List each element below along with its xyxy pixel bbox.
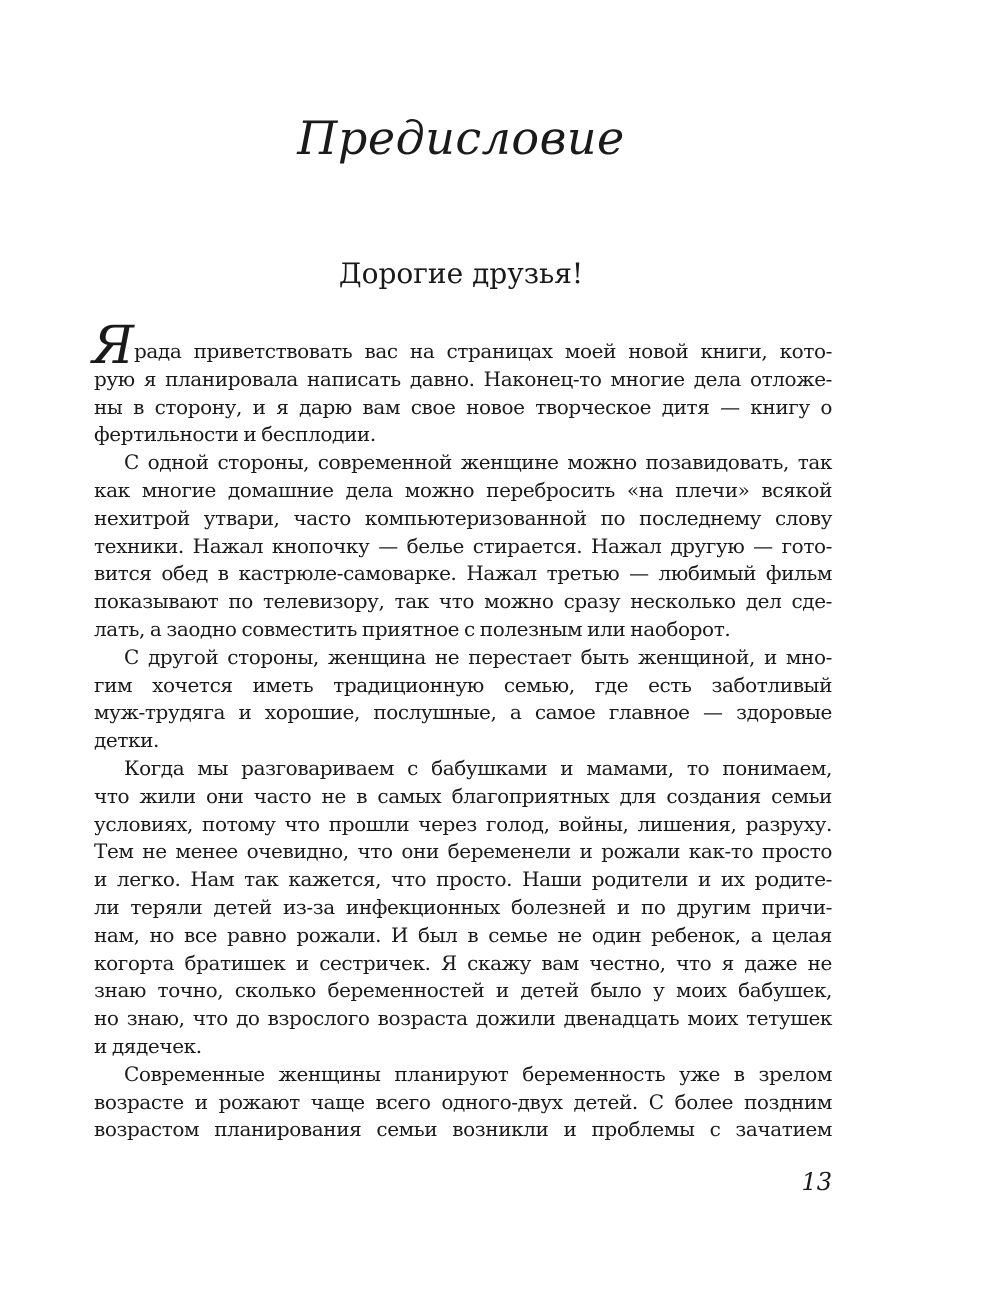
text-line: С другой стороны, женщина не перестает быть женщиной, и мно-: [124, 644, 832, 669]
text-line: Когда мы разговариваем с бабушками и мамами, то понимаем,: [124, 755, 832, 780]
text-line: когорта братишек и сестричек. Я скажу вам честно, что я даже не: [94, 950, 832, 975]
text-line: что жили они часто не в самых благоприятных для создания семьи: [94, 783, 832, 808]
drop-cap: Я: [92, 316, 134, 376]
paragraph-3: [94, 644, 832, 755]
text-line: и легко. Нам так кажется, что просто. Наши родители и их родите-: [94, 867, 832, 892]
body-text: [92, 316, 832, 1144]
text-line: ли теряли детей из-за инфекционных болезней и по другим причи-: [94, 894, 832, 919]
text-line: нам, но все равно рожали. И был в семье не один ребенок, а целая: [94, 922, 832, 947]
text-line: знаю точно, сколько беременностей и детей было у моих бабушек,: [94, 978, 832, 1003]
greeting-heading: Дорогие друзья!: [338, 257, 584, 290]
text-line: возрастом планирования семьи возникли и проблемы с зачатием: [94, 1117, 832, 1142]
text-line: С одной стороны, современной женщине можно позавидовать, так: [124, 450, 832, 475]
page-title: Предисловие: [297, 111, 625, 165]
text-line: нехитрой утвари, часто компьютеризованной по последнему слову: [94, 505, 832, 530]
paragraph-5: [94, 1061, 832, 1144]
text-line: вится обед в кастрюле-самоварке. Нажал третью — любимый фильм: [94, 561, 832, 586]
text-line: ны в сторону, и я дарю вам свое новое творческое дитя — книгу о: [94, 394, 832, 419]
text-line: детки.: [94, 728, 160, 753]
text-line: условиях, потому что прошли через голод, войны, лишения, разруху.: [94, 811, 832, 836]
text-line: техники. Нажал кнопочку — белье стирается. Нажал другую — гото-: [94, 533, 832, 558]
text-line: и дядечек.: [94, 1033, 202, 1058]
text-line: Тем не менее очевидно, что они беременели и рожали как-то просто: [94, 839, 832, 864]
text-line: рую я планировала написать давно. Наконец-то многие дела отложе-: [94, 366, 832, 391]
text-line: но знаю, что до взрослого возраста дожили двенадцать моих тетушек: [94, 1006, 832, 1031]
paragraph-2: [94, 449, 832, 644]
text-line: Я рада приветствовать вас на страницах моей новой книги, кото-: [92, 316, 832, 376]
text-line: показывают по телевизору, так что можно сразу несколько дел сде-: [94, 589, 832, 614]
text-line: возрасте и рожают чаще всего одного-двух детей. С более поздним: [94, 1089, 832, 1114]
text-line: муж-трудяга и хорошие, послушные, а самое главное — здоровые: [94, 700, 832, 725]
text-line: как многие домашние дела можно перебросить «на плечи» всякой: [94, 477, 832, 502]
page-number: 13: [801, 1168, 832, 1196]
text-line: фертильности и бесплодии.: [94, 422, 376, 447]
text-line: лать, а заодно совместить приятное с полезным или наоборот.: [94, 616, 731, 641]
text-line: гим хочется иметь традиционную семью, где есть заботливый: [94, 672, 832, 697]
paragraph-4: [94, 755, 832, 1061]
text-line: Современные женщины планируют беременность уже в зрелом: [124, 1061, 832, 1086]
paragraph-1: [92, 316, 832, 449]
